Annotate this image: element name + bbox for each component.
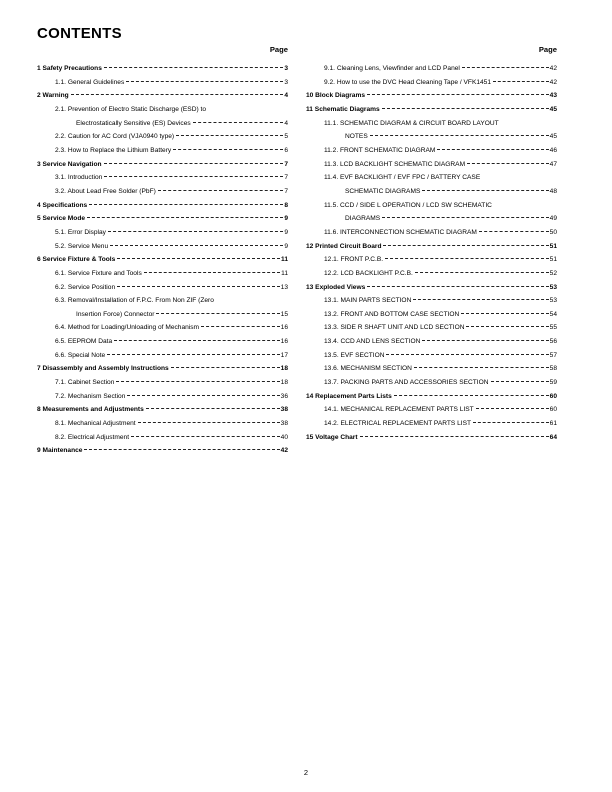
toc-entry[interactable]: [37, 294, 288, 308]
toc-entry[interactable]: [306, 335, 557, 349]
toc-entry-label: 13.1. MAIN PARTS SECTION: [324, 297, 412, 305]
toc-entry-page: 11: [281, 269, 288, 277]
toc-entry-page: 60: [549, 406, 557, 414]
dot-leader: [491, 381, 549, 382]
toc-entry-label: 11.4. EVF BACKLIGHT / EVF FPC / BATTERY CASE: [324, 174, 481, 182]
toc-entry-page: 55: [549, 324, 557, 332]
toc-entry-page: 58: [549, 365, 557, 373]
toc-entry-page: 7: [284, 160, 288, 168]
toc-entry-label: Electrostatically Sensitive (ES) Devices: [76, 119, 191, 127]
toc-entry-label: 5 Service Mode: [37, 215, 86, 223]
toc-entry-label: 2 Warning: [37, 92, 69, 100]
toc-entry[interactable]: [306, 158, 557, 172]
dot-leader: [138, 422, 280, 423]
toc-entry[interactable]: [37, 444, 288, 458]
toc-entry-label: 8 Measurements and Adjustments: [37, 406, 144, 414]
toc-entry-label: 11.5. CCD / SIDE L OPERATION / LCD SW SCHEMATIC: [324, 201, 492, 209]
toc-entry-label: 2.3. How to Replace the Lithium Battery: [55, 146, 172, 154]
dot-leader: [367, 286, 548, 287]
toc-entry-page: 3: [284, 78, 288, 86]
dot-leader: [89, 204, 283, 205]
toc-entry[interactable]: [306, 171, 557, 185]
dot-leader: [394, 395, 549, 396]
dot-leader: [415, 272, 549, 273]
toc-entry[interactable]: [37, 403, 288, 417]
toc-entry-page: 48: [549, 187, 557, 195]
toc-entry-label: 1 Safety Precautions: [37, 65, 102, 72]
toc-entry-label: 6.5. EEPROM Data: [55, 338, 113, 346]
dot-leader: [413, 299, 548, 300]
toc-entry-page: 52: [549, 269, 557, 277]
toc-entry-page: 60: [549, 392, 557, 400]
toc-entry-label: 11.3. LCD BACKLIGHT SCHEMATIC DIAGRAM: [324, 160, 466, 168]
toc-entry[interactable]: [306, 403, 557, 417]
toc-entry-label: 2.1. Prevention of Electro Static Discharge (ESD) to: [55, 105, 206, 113]
toc-entry-label: 9.2. How to use the DVC Head Cleaning Tape / VFK1451: [324, 78, 492, 86]
dot-leader: [156, 313, 279, 314]
toc-entry[interactable]: [306, 185, 557, 199]
toc-entry-label: NOTES: [345, 133, 368, 141]
toc-entry-page: 47: [549, 160, 557, 168]
toc-entry-label: 4 Specifications: [37, 201, 88, 209]
toc-entry-label: 6 Service Fixture & Tools: [37, 256, 116, 264]
toc-entry[interactable]: [306, 417, 557, 431]
toc-entry-label: 8.1. Mechanical Adjustment: [55, 420, 136, 428]
toc-entry-label: 13.6. MECHANISM SECTION: [324, 365, 412, 373]
dot-leader: [146, 408, 280, 409]
toc-entry-page: 3: [284, 65, 288, 72]
toc-entry[interactable]: [306, 199, 557, 213]
toc-entry[interactable]: [306, 89, 557, 103]
toc-entry-label: 9 Maintenance: [37, 447, 83, 455]
toc-entry[interactable]: [37, 349, 288, 363]
dot-leader: [367, 94, 549, 95]
toc-entry[interactable]: [37, 376, 288, 390]
toc-entry-label: 14.2. ELECTRICAL REPLACEMENT PARTS LIST: [324, 420, 472, 428]
toc-entry-label: 12 Printed Circuit Board: [306, 242, 382, 250]
toc-entry-page: 54: [549, 310, 557, 318]
toc-entry[interactable]: [37, 362, 288, 376]
toc-left-column: [37, 45, 288, 458]
toc-entry-label: 9.1. Cleaning Lens, Viewfinder and LCD Panel: [324, 65, 460, 72]
dot-leader: [437, 149, 548, 150]
toc-entry[interactable]: [306, 431, 557, 445]
dot-leader: [176, 135, 283, 136]
toc-entry-label: 13.3. SIDE R SHAFT UNIT AND LCD SECTION: [324, 324, 465, 332]
toc-entry[interactable]: [306, 240, 557, 254]
toc-right-column: [306, 45, 557, 444]
dot-leader: [462, 67, 549, 68]
toc-entry-page: 42: [549, 78, 557, 86]
toc-entry-label: 14.1. MECHANICAL REPLACEMENT PARTS LIST: [324, 406, 474, 414]
toc-entry[interactable]: [306, 103, 557, 117]
dot-leader: [117, 258, 280, 259]
dot-leader: [84, 449, 279, 450]
dot-leader: [193, 122, 284, 123]
page-number: 2: [303, 768, 309, 777]
dot-leader: [385, 258, 549, 259]
toc-entry-label: 13.7. PACKING PARTS AND ACCESSORIES SECTION: [324, 379, 489, 387]
toc-entry-label: 11 Schematic Diagrams: [306, 105, 380, 113]
toc-entry-label: 2.2. Caution for AC Cord (VJA0940 type): [55, 133, 175, 141]
toc-entry[interactable]: [37, 199, 288, 213]
dot-leader: [461, 313, 548, 314]
dot-leader: [116, 381, 279, 382]
dot-leader: [104, 176, 283, 177]
toc-entry-page: 16: [280, 324, 288, 332]
toc-list-left: [37, 62, 288, 458]
toc-entry-page: 38: [280, 420, 288, 428]
dot-leader: [171, 367, 280, 368]
toc-entry[interactable]: [37, 417, 288, 431]
toc-entry-label: 8.2. Electrical Adjustment: [55, 433, 130, 441]
toc-entry-label: DIAGRAMS: [345, 215, 381, 223]
toc-entry-page: 8: [284, 201, 288, 209]
toc-entry[interactable]: [306, 212, 557, 226]
toc-entry-label: 14 Replacement Parts Lists: [306, 392, 392, 400]
toc-entry-page: 7: [284, 174, 288, 182]
toc-entry-page: 38: [280, 406, 288, 414]
toc-entry-page: 18: [280, 365, 288, 373]
toc-entry[interactable]: [37, 158, 288, 172]
toc-entry-page: 59: [549, 379, 557, 387]
dot-leader: [493, 81, 549, 82]
toc-entry[interactable]: [306, 281, 557, 295]
toc-entry[interactable]: [306, 308, 557, 322]
toc-entry-page: 40: [280, 433, 288, 441]
dot-leader: [144, 272, 280, 273]
toc-entry[interactable]: [37, 103, 288, 117]
toc-entry-label: SCHEMATIC DIAGRAMS: [345, 187, 421, 195]
dot-leader: [131, 436, 280, 437]
toc-entry-label: 15 Voltage Chart: [306, 433, 358, 441]
toc-entry-page: 43: [549, 92, 557, 100]
toc-entry-page: 56: [549, 338, 557, 346]
toc-entry-page: 61: [549, 420, 557, 428]
dot-leader: [107, 354, 279, 355]
toc-entry[interactable]: [37, 89, 288, 103]
toc-entry[interactable]: [37, 171, 288, 185]
dot-leader: [158, 190, 284, 191]
toc-entry-page: 6: [284, 146, 288, 154]
toc-entry-label: 3.2. About Lead Free Solder (PbF): [55, 187, 156, 195]
toc-entry-label: 1.1. General Guidelines: [55, 78, 125, 86]
dot-leader: [126, 81, 283, 82]
dot-leader: [382, 217, 548, 218]
toc-entry[interactable]: [306, 226, 557, 240]
dot-leader: [117, 286, 280, 287]
dot-leader: [479, 231, 549, 232]
toc-entry-label: 7 Disassembly and Assembly Instructions: [37, 365, 169, 373]
toc-entry-page: 9: [284, 228, 288, 236]
toc-entry-label: 12.2. LCD BACKLIGHT P.C.B.: [324, 269, 413, 277]
toc-entry[interactable]: [37, 335, 288, 349]
toc-entry-label: 11.1. SCHEMATIC DIAGRAM & CIRCUIT BOARD LAYOUT: [324, 119, 499, 127]
toc-entry-page: 53: [549, 297, 557, 305]
toc-entry[interactable]: [306, 62, 557, 76]
dot-leader: [104, 67, 283, 68]
dot-leader: [414, 367, 549, 368]
toc-entry[interactable]: [306, 294, 557, 308]
toc-entry-label: 6.6. Special Note: [55, 351, 106, 359]
toc-entry-label: 5.1. Error Display: [55, 228, 106, 236]
toc-entry-page: 53: [549, 283, 557, 291]
toc-entry-page: 4: [284, 92, 288, 100]
toc-entry-label: 6.1. Service Fixture and Tools: [55, 269, 142, 277]
toc-entry-page: 18: [280, 379, 288, 387]
toc-entry[interactable]: [306, 117, 557, 131]
dot-leader: [383, 245, 548, 246]
toc-entry-label: 13 Exploded Views: [306, 283, 366, 291]
toc-entry-page: 15: [280, 310, 288, 318]
toc-entry-page: 7: [284, 187, 288, 195]
toc-entry[interactable]: [306, 349, 557, 363]
toc-entry-page: 5: [284, 133, 288, 141]
toc-entry[interactable]: [306, 267, 557, 281]
toc-entry[interactable]: [37, 185, 288, 199]
toc-entry[interactable]: [306, 76, 557, 90]
toc-entry[interactable]: [306, 321, 557, 335]
toc-entry[interactable]: [306, 130, 557, 144]
toc-entry-page: 9: [284, 215, 288, 223]
dot-leader: [382, 108, 549, 109]
toc-entry-page: 51: [549, 256, 557, 264]
toc-entry-page: 49: [549, 215, 557, 223]
dot-leader: [71, 94, 284, 95]
toc-entry-page: 42: [280, 447, 288, 455]
toc-entry-page: 17: [280, 351, 288, 359]
dot-leader: [201, 326, 280, 327]
toc-entry-page: 45: [549, 105, 557, 113]
toc-entry-label: 3 Service Navigation: [37, 160, 102, 168]
toc-entry-page: 57: [549, 351, 557, 359]
dot-leader: [467, 163, 549, 164]
dot-leader: [127, 395, 279, 396]
toc-entry[interactable]: [37, 281, 288, 295]
toc-entry-page: 13: [280, 283, 288, 291]
toc-entry[interactable]: [37, 144, 288, 158]
dot-leader: [370, 135, 549, 136]
toc-entry[interactable]: [306, 144, 557, 158]
toc-entry-label: 13.5. EVF SECTION: [324, 351, 385, 359]
toc-entry-label: 12.1. FRONT P.C.B.: [324, 256, 384, 264]
toc-entry-label: 6.2. Service Position: [55, 283, 116, 291]
toc-entry-page: 64: [549, 433, 557, 441]
dot-leader: [466, 326, 548, 327]
toc-entry[interactable]: [37, 212, 288, 226]
page-column-header: Page: [538, 45, 557, 54]
toc-entry-label: 7.2. Mechanism Section: [55, 392, 126, 400]
toc-entry[interactable]: [37, 240, 288, 254]
toc-entry-page: 42: [549, 65, 557, 72]
dot-leader: [108, 231, 283, 232]
toc-list-right: [306, 62, 557, 444]
toc-entry[interactable]: [37, 62, 288, 76]
dot-leader: [386, 354, 548, 355]
toc-entry[interactable]: [37, 308, 288, 322]
toc-entry[interactable]: [37, 390, 288, 404]
toc-entry-page: 11: [281, 256, 288, 264]
dot-leader: [104, 163, 284, 164]
page-title: CONTENTS: [37, 25, 122, 42]
toc-entry[interactable]: [37, 76, 288, 90]
toc-entry[interactable]: [306, 376, 557, 390]
toc-entry[interactable]: [37, 321, 288, 335]
toc-entry-label: 10 Block Diagrams: [306, 92, 366, 100]
toc-entry-label: 6.3. Removal/Installation of F.P.C. From Non ZIF (Zero: [55, 297, 214, 305]
toc-entry-page: 45: [549, 133, 557, 141]
toc-entry[interactable]: [306, 253, 557, 267]
toc-entry-label: 13.4. CCD AND LENS SECTION: [324, 338, 421, 346]
page-column-header: Page: [269, 45, 288, 54]
toc-entry-page: 46: [549, 146, 557, 154]
toc-entry[interactable]: [306, 362, 557, 376]
dot-leader: [422, 340, 548, 341]
dot-leader: [476, 408, 549, 409]
dot-leader: [87, 217, 283, 218]
toc-entry-label: 6.4. Method for Loading/Unloading of Mechanism: [55, 324, 200, 332]
dot-leader: [110, 245, 283, 246]
toc-entry-label: 11.6. INTERCONNECTION SCHEMATIC DIAGRAM: [324, 228, 477, 236]
toc-entry-page: 16: [280, 338, 288, 346]
toc-entry[interactable]: [37, 431, 288, 445]
toc-entry-page: 50: [549, 228, 557, 236]
toc-entry[interactable]: [37, 267, 288, 281]
dot-leader: [114, 340, 279, 341]
dot-leader: [173, 149, 283, 150]
toc-entry[interactable]: [37, 226, 288, 240]
toc-entry-page: 4: [284, 119, 288, 127]
toc-entry-label: 13.2. FRONT AND BOTTOM CASE SECTION: [324, 310, 460, 318]
toc-entry-page: 9: [284, 242, 288, 250]
toc-entry-label: 11.2. FRONT SCHEMATIC DIAGRAM: [324, 146, 436, 154]
toc-entry-label: 3.1. Introduction: [55, 174, 103, 182]
toc-entry[interactable]: [37, 117, 288, 131]
toc-entry[interactable]: [37, 130, 288, 144]
toc-entry-label: Insertion Force) Connector: [76, 310, 155, 318]
toc-entry[interactable]: [37, 253, 288, 267]
toc-entry-page: 51: [549, 242, 557, 250]
toc-entry-page: 36: [280, 392, 288, 400]
toc-entry-label: 7.1. Cabinet Section: [55, 379, 115, 387]
toc-entry[interactable]: [306, 390, 557, 404]
dot-leader: [422, 190, 548, 191]
toc-entry-label: 5.2. Service Menu: [55, 242, 109, 250]
dot-leader: [360, 436, 549, 437]
dot-leader: [473, 422, 549, 423]
